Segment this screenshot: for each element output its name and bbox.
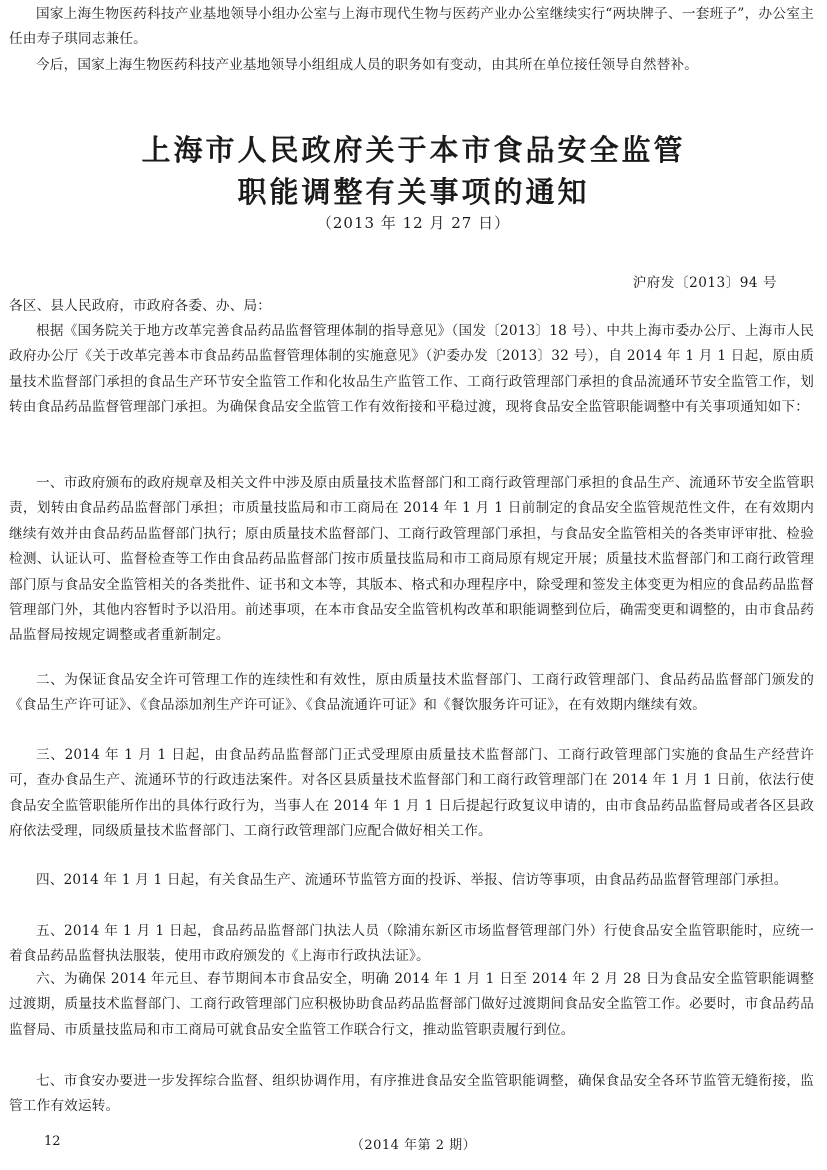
carryover-paragraph-1: 国家上海生物医药科技产业基地领导小组办公室与上海市现代生物与医药产业办公室继续实行“两块牌子、一套班子”，办公室主任由寿子琪同志兼任。 [9,6,814,48]
document-number: 沪府发〔2013〕94 号 [632,275,777,291]
notice-item-1: 一、市政府颁布的政府规章及相关文件中涉及原由质量技术监督部门和工商行政管理部门承担的食品生产、流通环节安全监管职责，划转由食品药品监督部门承担；市质量技监局和市工商局在 2014 年 1 月 1 日前制定的食品安全监管规范性文件，在有效期内继续有效并由食品药品监督部门执行；原由质量技术监督部门、工商行政管理部门承担，与食品安全监管相关的各类审评审批、检验检测、认证认可、监督检查等工作由食品药品监督部门按市质量技监局和市工商局原有规定开展；质量技术监督部门和工商行政管理部门原与食品安全监管相关的各类批件、证书和文本等，其版本、格式和办理程序中，除受理和签发主体变更为相应的食品药品监督管理部门外，其他内容暂时予以沿用。前述事项，在本市食品安全监管机构改革和职能调整到位后，确需变更和调整的，由市食品药品监督局按规定调整或者重新制定。 [9,475,814,644]
addressee: 各区、县人民政府，市政府各委、办、局： [9,298,272,314]
issue-label: （2014 年第 2 期） [350,1138,477,1153]
notice-item-6: 六、为确保 2014 年元旦、春节期间本市食品安全，明确 2014 年 1 月 1 日至 2014 年 2 月 28 日为食品安全监管职能调整过渡期，质量技术监督部门、工商行政管理部门应积极协助食品药品监督部门做好过渡期间食品安全监管工作。必要时，市食品药品监督局、市质量技监局和市工商局可就食品安全监管工作联合行文，推动监管职责履行到位。 [9,971,814,1038]
intro-paragraph: 根据《国务院关于地方改革完善食品药品监督管理体制的指导意见》（国发〔2013〕18 号）、中共上海市委办公厅、上海市人民政府办公厅《关于改革完善本市食品药品监督管理体制的实施意见》（沪委办发〔2013〕32 号），自 2014 年 1 月 1 日起，原由质量技术监督部门承担的食品生产环节安全监管工作和化妆品生产监管工作、工商行政管理部门承担的食品流通环节安全监管工作，划转由食品药品监督管理部门承担。为确保食品安全监管工作有效衔接和平稳过渡，现将食品安全监管职能调整中有关事项通知如下： [9,323,815,416]
notice-item-3: 三、2014 年 1 月 1 日起，由食品药品监督部门正式受理原由质量技术监督部门、工商行政管理部门实施的食品生产经营许可，查办食品生产、流通环节的行政违法案件。对各区县质量技术监督部门和工商行政管理部门在 2014 年 1 月 1 日前，依法行使食品安全监管职能所作出的具体行政行为，当事人在 2014 年 1 月 1 日后提起行政复议申请的，由市食品药品监督局或者各区县政府依法受理，同级质量技术监督部门、工商行政管理部门应配合做好相关工作。 [9,747,814,840]
notice-date: （2013 年 12 月 27 日） [316,214,511,232]
page-number: 12 [44,1134,61,1149]
notice-item-4: 四、2014 年 1 月 1 日起，有关食品生产、流通环节监管方面的投诉、举报、信访等事项，由食品药品监督管理部门承担。 [36,872,788,888]
notice-item-7: 七、市食安办要进一步发挥综合监督、组织协调作用，有序推进食品安全监管职能调整，确保食品安全各环节监管无缝衔接，监管工作有效运转。 [9,1073,814,1115]
carryover-paragraph-2: 今后，国家上海生物医药科技产业基地领导小组组成人员的职务如有变动，由其所在单位接任领导自然替补。 [36,57,699,73]
notice-title-line-2: 职能调整有关事项的通知 [237,175,590,209]
notice-title-line-1: 上海市人民政府关于本市食品安全监管 [141,133,686,167]
notice-item-2: 二、为保证食品安全许可管理工作的连续性和有效性，原由质量技术监督部门、工商行政管理部门、食品药品监督部门颁发的《食品生产许可证》、《食品添加剂生产许可证》、《食品流通许可证》和《餐饮服务许可证》，在有效期内继续有效。 [9,672,814,714]
notice-item-5: 五、2014 年 1 月 1 日起，食品药品监督部门执法人员（除浦东新区市场监督管理部门外）行使食品安全监管职能时，应统一着食品药品监督执法服装，使用市政府颁发的《上海市行政执法证》。 [9,923,814,965]
